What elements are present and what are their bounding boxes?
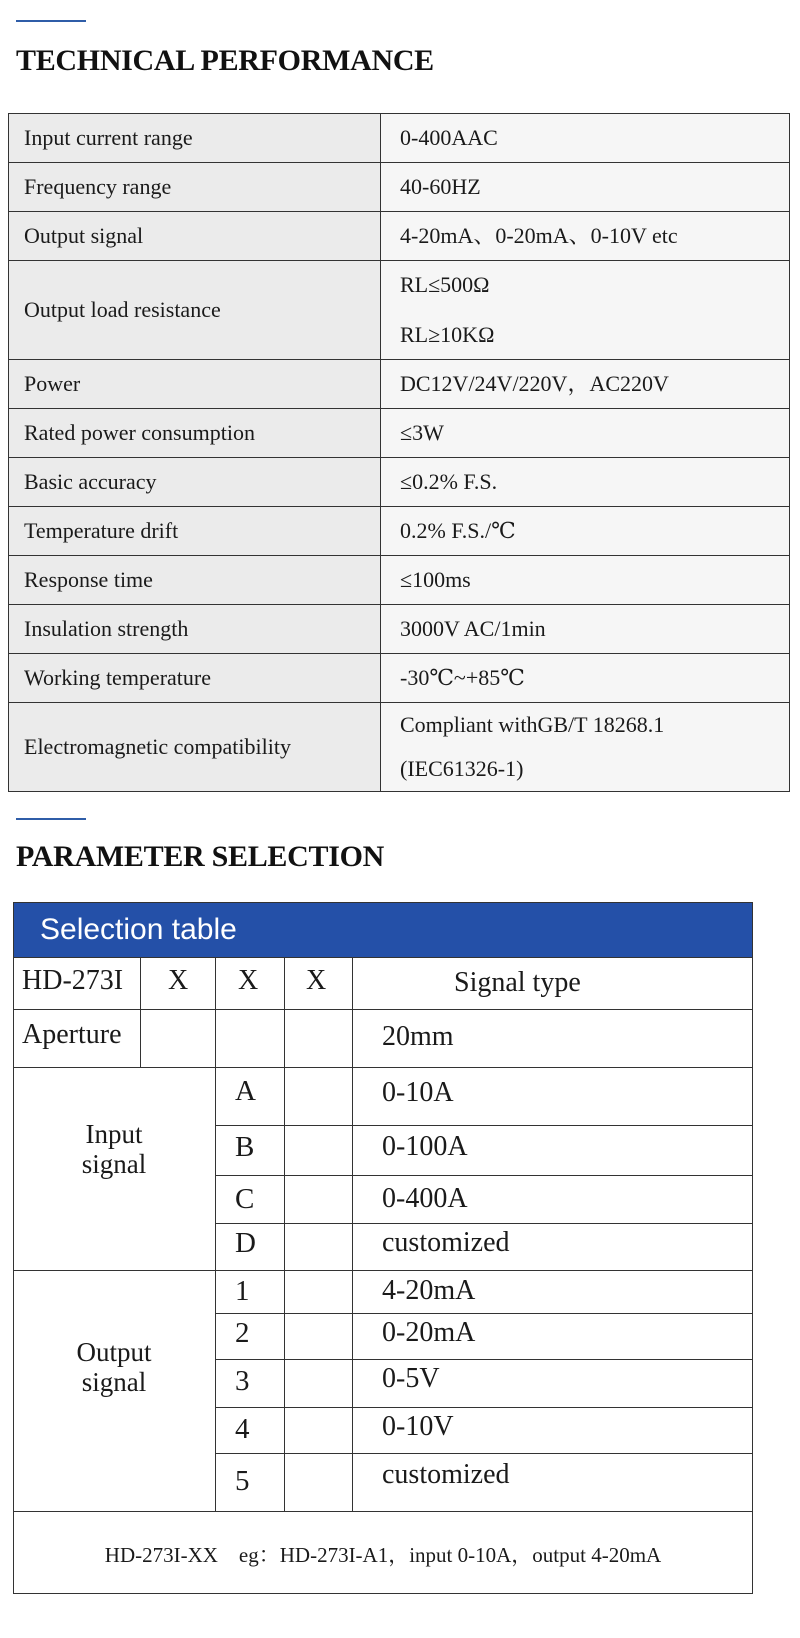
selection-table-header: Selection table	[14, 903, 752, 957]
aperture-label: Aperture	[22, 1019, 122, 1050]
table-row	[9, 556, 790, 605]
spec-value: 4-20mA、0-20mA、0-10V etc	[381, 212, 790, 261]
spec-value: Compliant withGB/T 18268.1 (IEC61326-1)	[381, 703, 790, 792]
grid-line	[215, 1453, 752, 1454]
option-desc: customized	[382, 1227, 510, 1258]
spec-label: Temperature drift	[9, 507, 381, 556]
table-row	[9, 212, 790, 261]
spec-label: Power	[9, 360, 381, 409]
table-row	[9, 458, 790, 507]
model-example-note: HD-273I-XX eg：HD-273I-A1，input 0-10A，output 4-20mA	[104, 1543, 662, 1567]
output-signal-group-label: Output signal	[76, 1337, 152, 1397]
spec-value: DC12V/24V/220V，AC220V	[381, 360, 790, 409]
input-signal-group-label: Input signal	[81, 1119, 147, 1179]
option-desc: 0-5V	[382, 1363, 440, 1394]
x-mark: X	[168, 965, 189, 996]
grid-line	[14, 1009, 752, 1010]
table-row	[9, 605, 790, 654]
spec-label: Basic accuracy	[9, 458, 381, 507]
spec-label: Rated power consumption	[9, 409, 381, 458]
x-mark: X	[238, 965, 259, 996]
aperture-value: 20mm	[382, 1021, 454, 1052]
table-row	[9, 114, 790, 163]
grid-line	[140, 957, 141, 1067]
option-code: D	[235, 1227, 256, 1259]
option-desc: 0-20mA	[382, 1317, 476, 1348]
grid-line	[215, 1407, 752, 1408]
grid-line	[14, 1511, 752, 1512]
grid-line	[215, 1125, 752, 1126]
option-desc: 0-10V	[382, 1411, 454, 1442]
grid-line	[352, 957, 353, 1511]
grid-line	[215, 957, 216, 1511]
option-code: 4	[235, 1413, 250, 1445]
spec-value: ≤100ms	[381, 556, 790, 605]
spec-label: Insulation strength	[9, 605, 381, 654]
option-desc: 0-100A	[382, 1131, 468, 1162]
technical-performance-table	[8, 113, 790, 792]
option-code: C	[235, 1183, 255, 1215]
table-row	[9, 163, 790, 212]
option-desc: 0-10A	[382, 1077, 454, 1108]
option-code: A	[235, 1075, 256, 1107]
table-row	[9, 507, 790, 556]
spec-value: ≤0.2% F.S.	[381, 458, 790, 507]
spec-value: 3000V AC/1min	[381, 605, 790, 654]
spec-label: Working temperature	[9, 654, 381, 703]
x-mark: X	[306, 965, 327, 996]
option-desc: 4-20mA	[382, 1275, 476, 1306]
spec-value: 0.2% F.S./℃	[381, 507, 790, 556]
grid-line	[14, 1067, 752, 1068]
grid-line	[215, 1223, 752, 1224]
table-row	[9, 654, 790, 703]
option-code: 1	[235, 1275, 250, 1307]
option-code: 5	[235, 1465, 250, 1497]
table-row	[9, 409, 790, 458]
grid-line	[215, 1175, 752, 1176]
option-code: 2	[235, 1317, 250, 1349]
spec-value: -30℃~+85℃	[381, 654, 790, 703]
spec-label: Output load resistance	[9, 261, 381, 360]
option-code: 3	[235, 1365, 250, 1397]
table-row	[9, 360, 790, 409]
spec-value: 40-60HZ	[381, 163, 790, 212]
section-accent-bar	[16, 20, 86, 22]
table-row	[9, 703, 790, 792]
parameter-selection-title: PARAMETER SELECTION	[16, 840, 384, 873]
spec-value: ≤3W	[381, 409, 790, 458]
spec-value: RL≤500Ω RL≥10KΩ	[381, 261, 790, 360]
option-code: B	[235, 1131, 255, 1163]
grid-line	[284, 957, 285, 1511]
spec-label: Electromagnetic compatibility	[9, 703, 381, 792]
spec-label: Output signal	[9, 212, 381, 261]
spec-label: Input current range	[9, 114, 381, 163]
option-desc: customized	[382, 1459, 510, 1490]
signal-type-heading: Signal type	[454, 967, 581, 998]
grid-line	[215, 1359, 752, 1360]
model-code: HD-273I	[22, 965, 124, 996]
selection-table	[13, 902, 753, 1594]
section-accent-bar	[16, 818, 86, 820]
spec-value: 0-400AAC	[381, 114, 790, 163]
technical-performance-title: TECHNICAL PERFORMANCE	[16, 44, 434, 77]
grid-line	[215, 1313, 752, 1314]
table-row	[9, 261, 790, 360]
option-desc: 0-400A	[382, 1183, 468, 1214]
spec-label: Frequency range	[9, 163, 381, 212]
grid-line	[14, 957, 752, 958]
spec-label: Response time	[9, 556, 381, 605]
grid-line	[14, 1270, 752, 1271]
